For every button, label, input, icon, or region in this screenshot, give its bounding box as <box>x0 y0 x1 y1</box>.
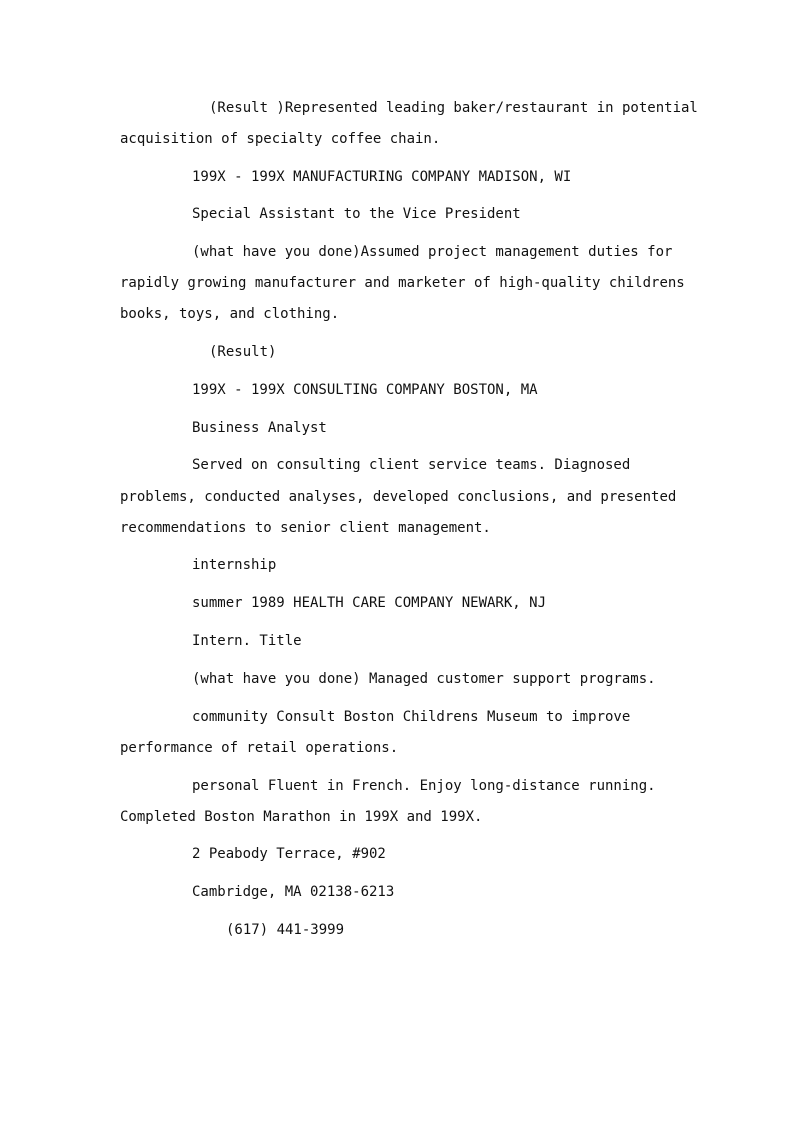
job-description: rapidly growing manufacturer and marketer of high-quality childrens <box>120 275 685 291</box>
job-description: (what have you done)Assumed project management duties for <box>192 244 673 260</box>
community-text: performance of retail operations. <box>120 740 399 756</box>
address-line: Cambridge, MA 02138-6213 <box>192 884 395 900</box>
personal-text: personal Fluent in French. Enjoy long-distance running. <box>192 778 656 794</box>
personal-text: Completed Boston Marathon in 199X and 199X. <box>120 809 483 825</box>
community-text: community Consult Boston Childrens Museum to improve <box>192 709 631 725</box>
phone-number: (617) 441-3999 <box>226 922 345 938</box>
job-description: (what have you done) Managed customer support programs. <box>192 671 656 687</box>
job-title: Intern. Title <box>192 633 302 649</box>
result-text: (Result )Represented leading baker/restaurant in potential <box>209 100 698 116</box>
job-description: recommendations to senior client management. <box>120 520 491 536</box>
address-line: 2 Peabody Terrace, #902 <box>192 846 386 862</box>
section-heading: internship <box>192 557 277 573</box>
job-title: Business Analyst <box>192 420 327 436</box>
result-text: acquisition of specialty coffee chain. <box>120 131 441 147</box>
job-header: 199X - 199X MANUFACTURING COMPANY MADISON, WI <box>192 169 572 185</box>
job-title: Special Assistant to the Vice President <box>192 206 521 222</box>
job-description: problems, conducted analyses, developed conclusions, and presented <box>120 489 677 505</box>
job-description: books, toys, and clothing. <box>120 306 340 322</box>
job-header: 199X - 199X CONSULTING COMPANY BOSTON, MA <box>192 382 538 398</box>
result-text: (Result) <box>209 344 277 360</box>
job-header: summer 1989 HEALTH CARE COMPANY NEWARK, NJ <box>192 595 547 611</box>
job-description: Served on consulting client service teams. Diagnosed <box>192 457 631 473</box>
